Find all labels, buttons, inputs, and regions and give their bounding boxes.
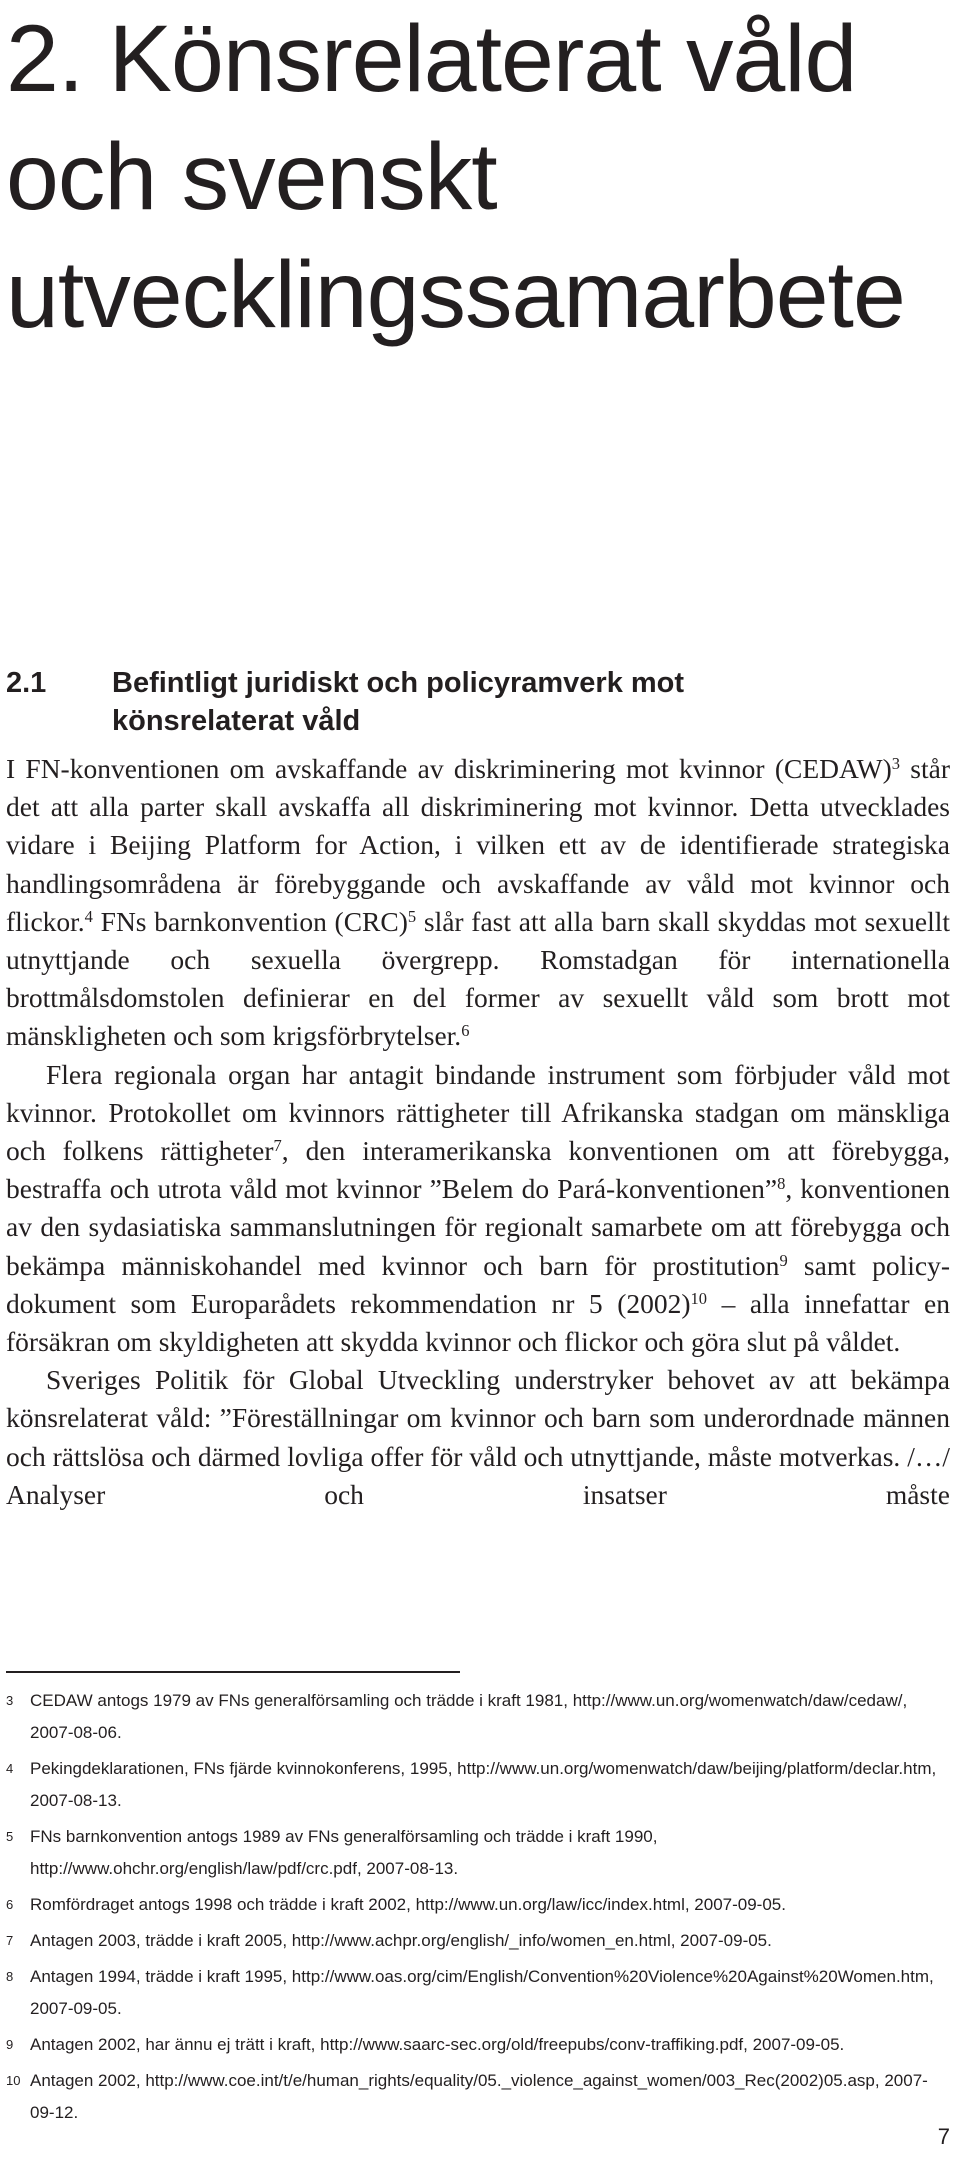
footnote-number: 9 (6, 2037, 14, 2052)
footnote-ref: 8 (777, 1174, 786, 1194)
text-run: , den interamerikanska konventionen om att förebygga, bestraffa och utrota våld mot kvinnor ”Belem do Pará-konventionen” (6, 1135, 950, 1205)
text-run: , konventionen av den sydasiatiska sammanslutningen för regionalt samarbete om att förebygga och bekämpa människohandel med kvinnor och barn för prostitution (6, 1173, 950, 1281)
footnote-number: 10 (6, 2073, 21, 2088)
footnote-ref: 10 (690, 1288, 708, 1308)
footnote (6, 1821, 950, 1885)
footnote-ref: 4 (84, 906, 93, 926)
footnote-text: Pekingdeklarationen, FNs fjärde kvinnokonferens, 1995, http://www.un.org/womenwatch/daw/beijing/platform/declar.htm, 2007-08-13. (30, 1759, 937, 1810)
section-heading (6, 664, 946, 740)
text-run: slår fast att alla barn skall skyddas mot sexuellt utnyttjande och sexuella övergrepp. Romstadgan för internationella brottmålsdomstolen definierar en del former av sexuellt våld som brott mot mänskligheten och som krigsförbrytelser. (6, 905, 950, 1052)
footnote (6, 2065, 950, 2129)
chapter-title (6, 0, 946, 354)
text-run: I FN-konventionen om avskaffande av diskriminering mot kvinnor (CEDAW) (6, 753, 892, 784)
footnote-ref: 7 (273, 1135, 282, 1155)
paragraph (6, 750, 950, 1056)
footnote-number: 4 (6, 1761, 14, 1776)
footnote (6, 1685, 950, 1749)
text-run: Flera regionala organ har antagit bindande instrument som förbjuder våld mot kvinnor. Protokollet om kvinnors rättigheter till Afrikanska stadgan om mänskliga och folkens rättigheter (6, 1058, 950, 1167)
footnote-text: Antagen 1994, trädde i kraft 1995, http://www.oas.org/cim/English/Convention%20Violence%20Against%20Women.htm, 2007-09-05. (30, 1967, 934, 2018)
footnote-number: 5 (6, 1829, 14, 1844)
paragraph: Sveriges Politik för Global Utveckling understryker behovet av att bekämpa könsrelaterat våld: ”Föreställningar om kvinnor och barn som underordnade männen och rättslösa och därmed lovliga offer för våld och utnyttjande, måste motverkas. /…/ Analyser och insatser måste (6, 1364, 950, 1510)
body-text (6, 750, 950, 1514)
chapter-title-line: 2. Könsrelaterat våld (6, 6, 857, 112)
footnote-number: 8 (6, 1969, 14, 1984)
paragraph (6, 1056, 950, 1362)
footnote-ref: 9 (779, 1250, 788, 1270)
footnote-divider (6, 1671, 460, 1673)
page-number: 7 (937, 2124, 950, 2149)
footnote-ref: 3 (891, 753, 901, 773)
footnotes (6, 1685, 950, 2133)
chapter-title-line: och svenskt (6, 124, 497, 230)
footnote-number: 7 (6, 1933, 14, 1948)
footnote-text: CEDAW antogs 1979 av FNs generalförsamling och trädde i kraft 1981, http://www.un.org/womenwatch/daw/cedaw/, 2007-08-06. (30, 1691, 908, 1742)
footnote (6, 1889, 950, 1921)
footnote-text: Romfördraget antogs 1998 och trädde i kraft 2002, http://www.un.org/law/icc/index.html, 2007-09-05. (30, 1895, 786, 1914)
text-run: – alla innefattar en försäkran om skyldigheten att skydda kvinnor och flickor och göra slut på våldet. (6, 1287, 950, 1358)
footnote-ref: 5 (407, 906, 417, 926)
text-run: FNs barnkonvention (CRC) (92, 905, 408, 937)
section-title-line: könsrelaterat våld (112, 705, 361, 737)
footnote-text: FNs barnkonvention antogs 1989 av FNs generalförsamling och trädde i kraft 1990, http://www.ohchr.org/english/law/pdf/crc.pdf, 2007-08-13. (30, 1827, 658, 1878)
text-run: samt policydokument som Europarådets rekommendation nr 5 (2002) (6, 1249, 950, 1319)
footnote-text: Antagen 2002, http://www.coe.int/t/e/human_rights/equality/05._violence_against_women/003_Rec(2002)05.asp, 2007-09-12. (30, 2071, 928, 2122)
section-number: 2.1 (6, 667, 47, 699)
footnote-text: Antagen 2003, trädde i kraft 2005, http://www.achpr.org/english/_info/women_en.html, 2007-09-05. (30, 1931, 772, 1950)
footnote-text: Antagen 2002, har ännu ej trätt i kraft, http://www.saarc-sec.org/old/freepubs/conv-traffiking.pdf, 2007-09-05. (30, 2035, 845, 2054)
chapter-title-line: utvecklingssamarbete (6, 242, 905, 348)
footnote-number: 3 (6, 1693, 14, 1708)
footnote (6, 1961, 950, 2025)
footnote-number: 6 (6, 1897, 14, 1912)
footnote (6, 1925, 950, 1957)
footnote (6, 1753, 950, 1817)
section-title-line: Befintligt juridiskt och policyramverk mot (112, 667, 685, 699)
footnote-ref: 6 (461, 1021, 470, 1041)
text-run: står det att alla parter skall avskaffa all diskriminering mot kvinnor. Detta utvecklades vidare i Beijing Platform for Action, i vilken ett av de identifierade strategiska handlingsområdena är förebyggande och avskaffande av våld mot kvinnor och flickor. (6, 753, 950, 937)
footnote (6, 2029, 950, 2061)
